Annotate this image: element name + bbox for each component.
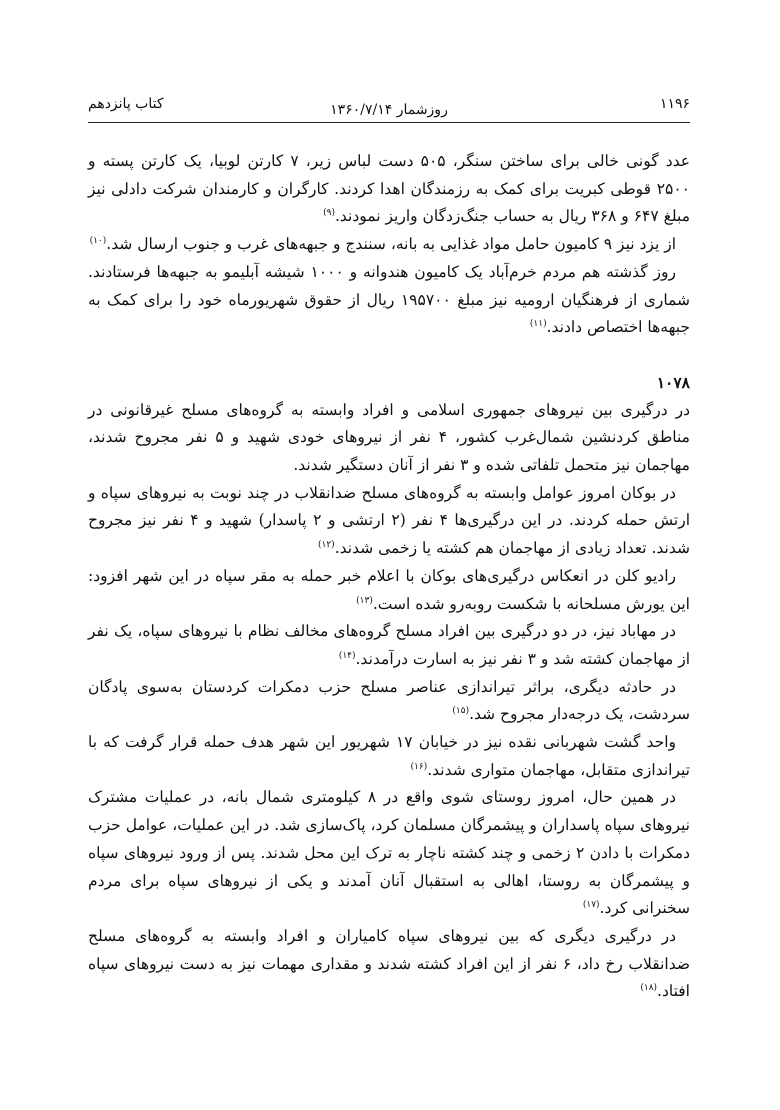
paragraph: در همین حال، امروز روستای شوی واقع در ۸ کیلومتری شمال بانه، در عملیات مشترک نیروهای سپاه پاسداران و پیشمرگان مسلمان کرد، پاک‌سازی شد. در این عملیات، عوامل حزب دمکرات با دادن ۲ زخمی و چند کشته ناچار به ترک این محل شدند. پس از ورود نیروهای سپاه و پیشمرگان به روستا، اهالی به استقبال آنان آمدند و یکی از نیروهای سپاه برای مردم سخنرانی کرد.$^{(۱۷)}$ [88,788,691,918]
footnote-ref: (۱۷) [582,900,600,911]
paragraph: در درگیری بین نیروهای جمهوری اسلامی و افراد وابسته به گروه‌های مسلح غیرقانونی در مناطق کردنشین شمال‌غرب کشور، ۴ نفر از نیروهای خودی شهید و ۵ نفر مجروح شدند، مهاجمان نیز متحمل تلفاتی شده و ۳ نفر از آنان دستگیر شدند. [88,400,690,475]
footnote-ref: (۱۲) [317,540,335,551]
paragraph: در درگیری دیگری که بین نیروهای سپاه کامیاران و افراد وابسته به گروه‌های مسلح ضدانقلاب رخ داد، ۶ نفر از این افراد کشته شدند و مقداری مهمات نیز به دست نیروهای سپاه افتاد.$^{(۱۸)}$ [88,926,691,1001]
footnote-ref: (۱۸) [640,983,658,994]
paragraph: روز گذشته هم مردم خرم‌آباد یک کامیون هندوانه و ۱۰۰۰ شیشه آبلیمو به جبهه‌ها فرستادند. شماری از فرهنگیان ارومیه نیز مبلغ ۱۹۵۷۰۰ ریال از حقوق شهریورماه خود را برای کمک به جبهه‌ها اختصاص دادند.$^{(۱۱)}$ [88,262,690,337]
page-header [88,94,690,123]
book-title: کتاب پانزدهم [88,96,164,112]
footnote-ref: (۱۵) [452,706,470,717]
diary-prefix: روزشمار [396,102,448,118]
paragraph: رادیو کلن در انعکاس درگیری‌های بوکان با اعلام خبر حمله به مقر سپاه در این شهر افزود: این یورش مسلحانه با شکست روبه‌رو شده است.$^{(۱۳)}$ [88,566,690,613]
footnote-ref: (۱۰) [89,236,107,247]
footnote-ref: (۱۱) [529,319,547,330]
paragraph: عدد گونی خالی برای ساختن سنگر، ۵۰۵ دست لباس زیر، ۷ کارتن لوبیا، یک کارتن پسته و ۲۵۰۰ قوطی کبریت برای کمک به رزمندگان اهدا کردند. کارگران و کارمندان شرکت دادلی نیز مبلغ ۶۴۷ و ۳۶۸ ریال به حساب جنگ‌زدگان واریز نمودند.$^{(۹)}$ [88,152,690,226]
paragraph: از یزد نیز ۹ کامیون حامل مواد غذایی به بانه، سنندج و جبهه‌های غرب و جنوب ارسال شد.$^{(۱۰)}$ [89,235,676,254]
diary-date: ۱۳۶۰/۷/۱۴ [330,102,393,118]
footnote-ref: (۱۶) [410,761,428,772]
paragraph: در مهاباد نیز، در دو درگیری بین افراد مسلح گروه‌های مخالف نظام با نیروهای سپاه، یک نفر از مهاجمان کشته شد و ۳ نفر نیز به اسارت درآمدند.$^{(۱۴)}$ [88,622,690,668]
footnote-ref: (۹) [323,208,335,219]
footnote-ref: (۱۳) [356,595,373,606]
paragraph: واحد گشت شهربانی نقده نیز در خیابان ۱۷ شهریور این شهر هدف حمله قرار گرفت که با تیراندازی متقابل، مهاجمان متواری شدند.$^{(۱۶)}$ [88,733,690,779]
body-text [88,148,690,1006]
paragraph: در حادثه دیگری، براثر تیراندازی عناصر مسلح حزب دمکرات کردستان به‌سوی پادگان سردشت، یک درجه‌دار مجروح شد.$^{(۱۵)}$ [88,677,690,724]
section-number: ۱۰۷۸ [656,372,690,392]
footnote-ref: (۱۴) [338,650,356,661]
paragraph: در بوکان امروز عوامل وابسته به گروه‌های مسلح ضدانقلاب در چند نوبت به نیروهای سپاه و ارتش حمله کردند. در این درگیری‌ها ۴ نفر (۲ ارتشی و ۲ پاسدار) شهید و ۴ نفر نیز مجروح شدند. تعداد زیادی از مهاجمان هم کشته یا زخمی شدند.$^{(۱۲)}$ [88,483,690,558]
page-number: ۱۱۹۶ [659,96,690,112]
running-title [330,102,448,118]
